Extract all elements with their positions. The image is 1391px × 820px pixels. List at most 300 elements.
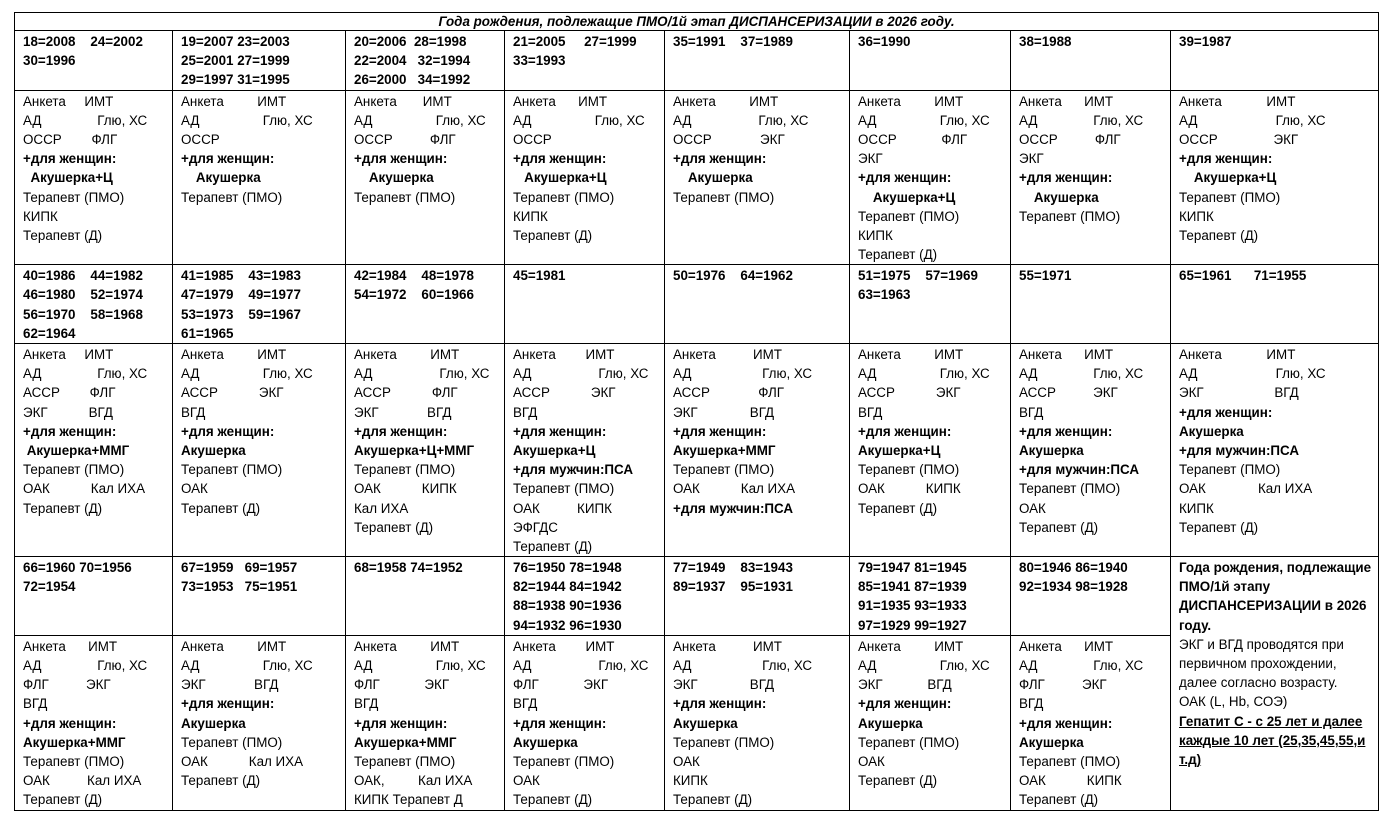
year-pair: 76=1950 78=1948 [513,560,622,576]
year-pair: 21=2005 27=1999 [513,34,637,49]
exam-item: АД Глю, ХС [1019,112,1144,128]
exam-item: Терапевт (ПМО) [858,734,960,750]
years-cell [346,557,505,636]
exam-item: +для мужчин:ПСА [513,462,634,478]
exam-item: ОАК КИПК [513,500,612,516]
years-cell [665,31,850,91]
exam-item: Терапевт (ПМО) [23,189,125,205]
exam-item: ОАК [513,773,540,789]
year-pair: 35=1991 37=1989 [673,34,793,49]
exam-item: КИПК [1179,500,1214,516]
exam-item: АД Глю, ХС [1179,366,1326,382]
year-pair: 22=2004 32=1994 [354,53,471,69]
exam-item: АССР ЭКГ [513,385,616,401]
year-pair: 38=1988 [1019,34,1072,49]
exam-item: АССР ФЛГ [23,385,116,401]
exam-item: ЭКГ [1019,151,1044,167]
year-pair: 42=1984 48=1978 [354,268,474,284]
exam-item: ВГД [23,696,48,712]
exam-item: АД Глю, ХС [354,112,486,128]
exam-item: +для женщин: [1019,715,1113,731]
years-cell [1011,31,1171,91]
exam-item: Акушерка [1179,423,1244,439]
years-row [15,557,1379,636]
exam-item: Анкета ИМТ [513,638,615,654]
exam-item: +для женщин: [354,423,448,439]
exams-cell [850,90,1011,265]
exams-cell [15,635,173,810]
exams-cell [346,344,505,557]
exam-item: Терапевт (Д) [354,519,434,535]
exam-item: ОАК Кал ИХА [181,753,304,769]
year-pair: 77=1949 83=1943 [673,560,793,576]
exam-item: ОССР [513,131,552,147]
exam-item: АССР ЭКГ [181,385,284,401]
exams-cell [850,635,1011,810]
exam-item: +для мужчин:ПСА [1019,462,1140,478]
years-cell [665,265,850,344]
exam-item: ВГД [354,696,379,712]
year-pair: 65=1961 71=1955 [1179,268,1307,284]
years-cell [15,31,173,91]
exam-item: Акушерка [354,170,434,186]
exams-row [15,344,1379,557]
exam-item: ЭКГ ВГД [673,404,775,420]
exam-item: ВГД [513,696,538,712]
exam-item: Акушерка+Ц [858,442,941,458]
exam-item: Терапевт (Д) [1179,227,1259,243]
exam-item: Терапевт (ПМО) [181,189,283,205]
exam-item: Терапевт (ПМО) [513,189,615,205]
exam-item: Анкета ИМТ [1179,93,1296,109]
exam-item: +для женщин: [23,151,117,167]
exam-item: Кал ИХА [354,500,409,516]
exam-item: ЭКГ ВГД [673,677,775,693]
exam-item: Анкета ИМТ [1019,638,1114,654]
exam-item: ОССР ЭКГ [673,131,785,147]
exam-item: +для женщин: [858,423,952,439]
exam-item: Акушерка [181,715,246,731]
exam-item: Терапевт (ПМО) [1019,753,1121,769]
exam-item: АССР ЭКГ [858,385,961,401]
years-row [15,265,1379,344]
exam-item: Анкета ИМТ [673,347,782,362]
exams-cell [505,90,665,265]
exams-cell [346,635,505,810]
exams-cell [665,90,850,265]
note-text-ecg: ЭКГ и ВГД проводятся при первичном прохождении, далее согласно возрасту. [1179,636,1344,691]
year-pair: 54=1972 60=1966 [354,287,474,303]
exam-item: ФЛГ ЭКГ [354,677,450,693]
exam-item: +для женщин: [858,170,952,186]
exams-cell [173,90,346,265]
exam-item: Терапевт (Д) [1019,792,1099,808]
year-pair: 94=1932 96=1930 [513,617,622,633]
exam-item: АД Глю, ХС [354,366,490,382]
year-pair: 62=1964 [23,325,76,341]
exam-item: ОССР ЭКГ [1179,131,1299,147]
exam-item: Терапевт (ПМО) [513,753,615,769]
note-hepatitis: Гепатит С - с 25 лет и далее каждые 10 лет (25,35,45,55,и т.д) [1179,713,1366,768]
exam-item: Терапевт (Д) [181,500,261,516]
exam-item: ОАК КИПК [858,481,961,497]
exams-cell [1011,90,1171,265]
year-pair: 25=2001 27=1999 [181,53,290,69]
exam-item: АД Глю, ХС [181,112,313,128]
year-pair: 45=1981 [513,268,566,284]
note-heading: Года рождения, подлежащие ПМО/1й этапу ДИСПАНСЕРИЗАЦИИ в 2026 году. [1179,560,1372,633]
exam-item: ОССР [181,131,220,147]
years-cell [173,265,346,344]
exam-item: Терапевт (Д) [858,500,938,516]
exam-item: Терапевт (Д) [181,773,261,789]
exam-item: Акушерка+Ц [23,170,113,186]
years-cell [346,265,505,344]
exam-item: Терапевт (Д) [1019,519,1099,535]
exam-item: Акушерка+ММГ [23,734,126,750]
exam-item: ОАК, Кал ИХА [354,773,473,789]
exam-item: Акушерка [181,170,261,186]
year-pair: 89=1937 95=1931 [673,579,793,595]
year-pair: 30=1996 [23,53,76,69]
exam-item: Анкета ИМТ [858,638,964,654]
year-pair: 36=1990 [858,34,911,49]
years-cell [505,265,665,344]
exam-item: +для женщин: [23,423,117,439]
exam-item: Акушерка+Ц [858,189,956,205]
year-pair: 47=1979 49=1977 [181,287,301,303]
years-cell [505,557,665,636]
exam-item: ОССР ФЛГ [858,131,968,147]
year-pair: 40=1986 44=1982 [23,268,143,284]
exam-item: Акушерка+ММГ [354,734,457,750]
exam-item: Анкета ИМТ [23,347,114,362]
exam-item: АД Глю, ХС [1179,112,1326,128]
exam-item: Терапевт (ПМО) [181,734,283,750]
year-pair: 39=1987 [1179,34,1232,49]
exam-item: Анкета ИМТ [181,93,287,109]
exam-item: Терапевт (Д) [23,792,103,808]
year-pair: 18=2008 24=2002 [23,34,143,49]
exam-item: АД Глю, ХС [673,658,813,673]
year-pair: 29=1997 31=1995 [181,72,290,88]
year-pair: 61=1965 [181,325,234,341]
year-pair: 41=1985 43=1983 [181,268,301,284]
exam-item: АД Глю, ХС [673,112,809,128]
year-pair: 46=1980 52=1974 [23,287,143,303]
years-cell [1171,31,1379,91]
exam-item: АД Глю, ХС [23,112,148,128]
exam-item: +для женщин: [23,715,117,731]
exam-item: Анкета ИМТ [858,347,964,362]
exam-item: +для женщин: [181,423,275,439]
exam-item: Акушерка [1019,442,1084,458]
exam-item: Анкета ИМТ [354,638,460,654]
exam-item: Терапевт (ПМО) [23,753,125,769]
year-pair: 85=1941 87=1939 [858,579,967,595]
exam-item: ФЛГ ЭКГ [513,677,609,693]
exam-item: ОАК [673,753,700,769]
years-cell [850,31,1011,91]
exams-cell [173,344,346,557]
year-pair: 82=1944 84=1942 [513,579,622,595]
exam-item: Акушерка [1019,189,1099,205]
exam-item: АД Глю, ХС [858,658,990,673]
exams-row [15,90,1379,265]
exam-item: ЭКГ ВГД [1179,385,1299,401]
exam-item: Терапевт (ПМО) [1019,481,1121,497]
exam-item: Анкета ИМТ [181,347,287,362]
exam-item: +для женщин: [181,151,275,167]
exam-item: +для женщин: [513,715,607,731]
exam-item: Анкета ИМТ [354,347,460,362]
table-title: Года рождения, подлежащие ПМО/1й этап ДИСПАНСЕРИЗАЦИИ в 2026 году. [15,13,1379,31]
exam-item: Терапевт (ПМО) [673,734,775,750]
exams-cell [15,90,173,265]
screening-table-sheet [14,12,1378,808]
exam-item: АД Глю, ХС [23,366,148,382]
exam-item: Анкета ИМТ [23,93,114,109]
exam-item: Анкета ИМТ [1019,347,1114,362]
years-cell [665,557,850,636]
exam-item: Акушерка [513,734,578,750]
exam-item: ОАК Кал ИХА [1179,481,1313,497]
exam-item: ФЛГ ЭКГ [23,677,111,693]
exam-item: ЭКГ ВГД [858,677,952,693]
exam-item: ОССР ФЛГ [354,131,456,147]
exam-item: КИПК [673,773,708,789]
exam-item: Терапевт (ПМО) [354,189,456,205]
year-pair: 26=2000 34=1992 [354,72,471,88]
exams-cell [850,344,1011,557]
years-cell [15,557,173,636]
exam-item: АД Глю, ХС [513,658,649,673]
exam-item: Терапевт (ПМО) [858,208,960,224]
exam-item: Акушерка+Ц [1179,170,1277,186]
exam-item: +для женщин: [354,151,448,167]
year-pair: 56=1970 58=1968 [23,306,143,322]
years-cell [15,265,173,344]
exam-item: АД Глю, ХС [1019,366,1144,382]
exam-item: АД Глю, ХС [181,366,313,382]
exam-item: +для мужчин:ПСА [1179,442,1300,458]
years-cell [173,557,346,636]
exam-item: ЭКГ ВГД [181,677,279,693]
exam-item: Анкета ИМТ [354,93,452,109]
exam-item: Терапевт (Д) [23,500,103,516]
exam-item: АД Глю, ХС [23,658,148,673]
year-pair: 19=2007 23=2003 [181,34,290,49]
exam-item: АССР ФЛГ [673,385,785,401]
exam-item: ОАК Кал ИХА [23,481,146,497]
exam-item: Анкета ИМТ [858,93,964,109]
exam-item: +для мужчин:ПСА [673,500,794,516]
exams-cell [15,344,173,557]
years-cell [505,31,665,91]
exam-item: ЭФГДС [513,519,558,535]
exams-cell [1171,90,1379,265]
exam-item: Акушерка+Ц [513,170,607,186]
exam-item: АД Глю, ХС [673,366,813,382]
year-pair: 50=1976 64=1962 [673,268,793,284]
exam-item: АД Глю, ХС [1019,658,1144,673]
year-pair: 73=1953 75=1951 [181,579,298,595]
exam-item: ВГД [858,404,883,420]
exam-item: +для женщин: [513,423,607,439]
exam-item: Терапевт (ПМО) [513,481,615,497]
exam-item: Акушерка+ММГ [673,442,776,458]
exam-item: Акушерка [1019,734,1084,750]
exam-item: АД Глю, ХС [354,658,486,673]
exam-item: Анкета ИМТ [513,347,615,362]
exam-item: Терапевт (ПМО) [858,462,960,478]
exam-item: АД Глю, ХС [513,112,645,128]
exam-item: Терапевт (Д) [23,227,103,243]
years-cell [1011,557,1171,636]
exam-item: +для женщин: [673,423,767,439]
exam-item: Терапевт (Д) [1179,519,1259,535]
exam-item: Терапевт (ПМО) [181,462,283,478]
exam-item: Терапевт (ПМО) [1019,208,1121,224]
exam-item: ОССР ФЛГ [23,131,118,147]
exam-item: Терапевт (Д) [673,792,753,808]
exam-item: АД Глю, ХС [858,366,990,382]
exams-cell [1171,344,1379,557]
years-cell [1011,265,1171,344]
exam-item: +для женщин: [513,151,607,167]
exam-item: Анкета ИМТ [673,93,779,109]
exam-item: Терапевт (ПМО) [23,462,125,478]
exam-item: ОАК [181,481,208,497]
exam-item: Акушерка [673,715,738,731]
exam-item: +для женщин: [181,696,275,712]
exam-item: ОАК [1019,500,1046,516]
year-pair: 80=1946 86=1940 [1019,560,1128,576]
exams-cell [505,344,665,557]
years-cell [346,31,505,91]
exam-item: Анкета ИМТ [23,638,118,654]
exam-item: КИПК [858,227,893,243]
exam-item: Терапевт (Д) [513,792,593,808]
exam-item: Терапевт (Д) [858,247,938,263]
year-pair: 68=1958 74=1952 [354,560,463,576]
exam-item: Акушерка [673,170,753,186]
year-pair: 67=1959 69=1957 [181,560,298,576]
exam-item: ОАК КИПК [1019,773,1122,789]
year-pair: 88=1938 90=1936 [513,598,622,614]
exam-item: Акушерка [858,715,923,731]
exam-item: Терапевт (ПМО) [1179,189,1281,205]
years-row [15,31,1379,91]
year-pair: 51=1975 57=1969 [858,268,978,284]
exam-item: +для женщин: [1019,423,1113,439]
exam-item: ОАК КИПК [354,481,457,497]
exam-item: ОАК Кал ИХА [673,481,796,497]
years-cell [1171,265,1379,344]
exam-item: Терапевт (ПМО) [673,189,775,205]
exam-item: Терапевт (ПМО) [354,753,456,769]
exam-item: ЭКГ ВГД [23,404,113,420]
exam-item: ОАК [858,753,885,769]
exam-item: +для женщин: [673,696,767,712]
year-pair: 72=1954 [23,579,76,595]
exam-item: Акушерка [181,442,246,458]
exams-cell [173,635,346,810]
exam-item: АССР ФЛГ [354,385,458,401]
years-cell [850,265,1011,344]
exam-item: АД Глю, ХС [858,112,990,128]
exam-item: КИПК Терапевт Д [354,792,463,808]
years-cell [850,557,1011,636]
exam-item: Анкета ИМТ [1179,347,1296,362]
exam-item: Акушерка+Ц+ММГ [354,442,475,458]
note-cell [1171,557,1379,810]
year-pair: 33=1993 [513,53,566,69]
exam-item: Терапевт (Д) [513,538,593,554]
exams-cell [1011,344,1171,557]
exam-item: +для женщин: [858,696,952,712]
exam-item: Терапевт (Д) [858,773,938,789]
exam-item: ВГД [1019,696,1044,712]
exam-item: Анкета ИМТ [673,638,782,654]
year-pair: 53=1973 59=1967 [181,306,301,322]
exam-item: +для женщин: [673,151,767,167]
exam-item: ОССР ФЛГ [1019,131,1121,147]
exam-item: Анкета ИМТ [513,93,608,109]
year-pair: 97=1929 99=1927 [858,617,967,633]
exam-item: Терапевт (ПМО) [673,462,775,478]
exam-item: +для женщин: [354,715,448,731]
exam-item: +для женщин: [1179,404,1273,420]
exams-cell [505,635,665,810]
exam-item: Терапевт (Д) [513,227,593,243]
year-pair: 79=1947 81=1945 [858,560,967,576]
exams-cell [665,344,850,557]
exam-item: КИПК [1179,208,1214,224]
exam-item: Терапевт (ПМО) [1179,462,1281,478]
year-pair: 20=2006 28=1998 [354,34,467,49]
exam-item: Анкета ИМТ [181,638,287,654]
exam-item: +для женщин: [1019,170,1113,186]
exam-item: ВГД [181,404,206,420]
screening-table [14,12,1379,811]
exams-cell [1011,635,1171,810]
exams-cell [665,635,850,810]
note-text-oak: ОАК (L, Hb, СОЭ) [1179,694,1288,710]
exam-item: ОАК Кал ИХА [23,773,142,789]
years-cell [173,31,346,91]
year-pair: 91=1935 93=1933 [858,598,967,614]
year-pair: 55=1971 [1019,268,1072,284]
year-pair: 92=1934 98=1928 [1019,579,1128,595]
exam-item: Терапевт (ПМО) [354,462,456,478]
exam-item: Анкета ИМТ [1019,93,1114,109]
year-pair: 66=1960 70=1956 [23,560,132,576]
exam-item: ЭКГ ВГД [354,404,452,420]
exam-item: ФЛГ ЭКГ [1019,677,1107,693]
exam-item: КИПК [23,208,58,224]
exam-item: КИПК [513,208,548,224]
exam-item: ЭКГ [858,151,883,167]
year-pair: 63=1963 [858,287,911,303]
exam-item: АССР ЭКГ [1019,385,1118,401]
exams-cell [346,90,505,265]
exam-item: ВГД [513,404,538,420]
exam-item: Акушерка+ММГ [23,442,130,458]
exam-item: АД Глю, ХС [181,658,313,673]
exam-item: +для женщин: [1179,151,1273,167]
exam-item: ВГД [1019,404,1044,420]
